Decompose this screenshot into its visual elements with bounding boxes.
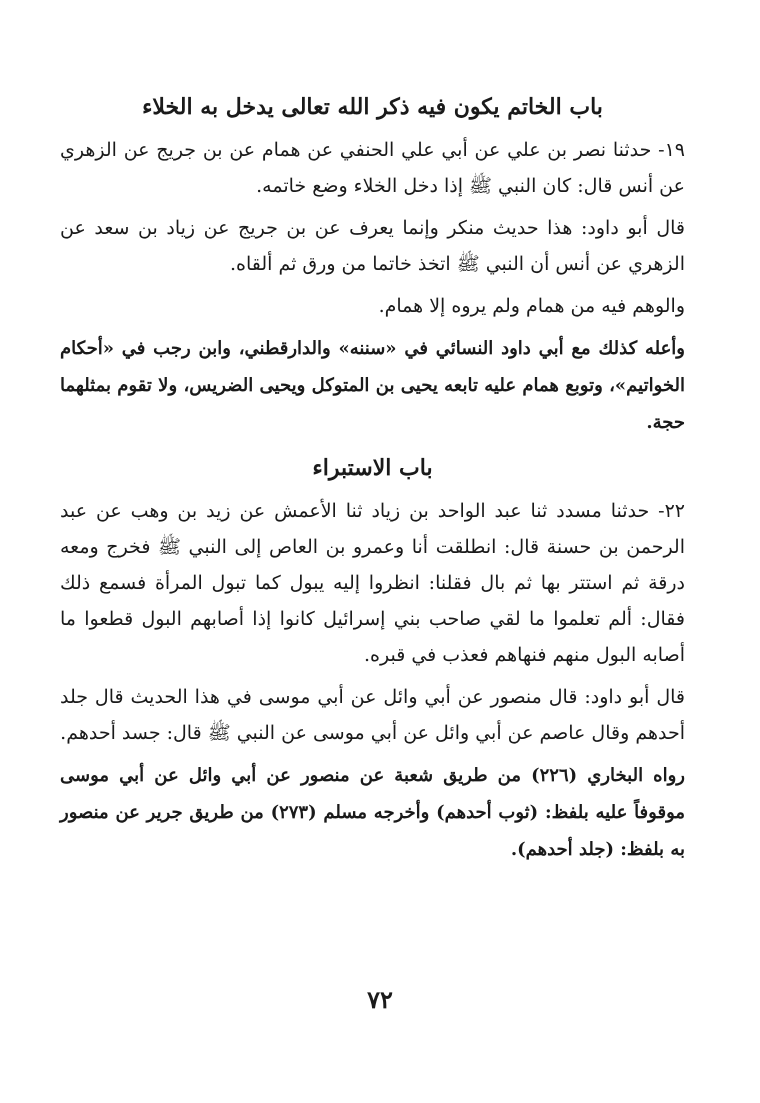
extra-note-19: والوهم فيه من همام ولم يروه إلا همام.: [378, 295, 685, 317]
hadith-22: ٢٢- حدثنا مسدد ثنا عبد الواحد بن زياد ثنا الأعمش عن زيد بن وهب عن عبد الرحمن بن حسنة قال: انطلقت أنا وعمرو بن العاص إلى النبي ﷺ فخرج ومعه درقة ثم استتر بها ثم بال فقلنا: انظروا إليه يبول كما تبول المرأة فسمع ذلك فقال: ألم تعلموا ما لقي صاحب بني إسرائيل كانوا إذا أصابهم البول قطعوا ما أصابه البول منهم فنهاهم فعذب في قبره.: [60, 500, 685, 666]
page-number: ٧٢: [367, 985, 393, 1014]
abu-dawud-note-19: قال أبو داود: هذا حديث منكر وإنما يعرف عن بن جريج عن زياد بن سعد عن الزهري عن أنس أن النبي ﷺ اتخذ خاتما من ورق ثم ألقاه.: [60, 217, 685, 275]
hadith-19: ١٩- حدثنا نصر بن علي عن أبي علي الحنفي عن همام عن بن جريج عن الزهري عن أنس قال: كان النبي ﷺ إذا دخل الخلاء وضع خاتمه.: [60, 139, 685, 197]
abu-dawud-note-22: قال أبو داود: قال منصور عن أبي وائل عن أبي موسى في هذا الحديث قال جلد أحدهم وقال عاصم عن أبي وائل عن أبي موسى عن النبي ﷺ قال: جسد أحدهم.: [60, 686, 685, 744]
commentary-22: رواه البخاري (٢٢٦) من طريق شعبة عن منصور عن أبي وائل عن أبي موسى موقوفاً عليه بلفظ: (ثوب أحدهم) وأخرجه مسلم (٢٧٣) من طريق جرير عن منصور به بلفظ: (جلد أحدهم).: [60, 765, 686, 860]
section-title-istibra: باب الاستبراء: [312, 455, 433, 481]
commentary-19: وأعله كذلك مع أبي داود النسائي في «سننه» والدارقطني، وابن رجب في «أحكام الخواتيم»، وتوبع همام عليه تابعه يحيى بن المتوكل ويحيى الضريس، ولا تقوم بمثلهما حجة.: [60, 338, 685, 433]
book-page: [60, 80, 685, 878]
section-title-ring: باب الخاتم يكون فيه ذكر الله تعالى يدخل به الخلاء: [142, 94, 603, 120]
